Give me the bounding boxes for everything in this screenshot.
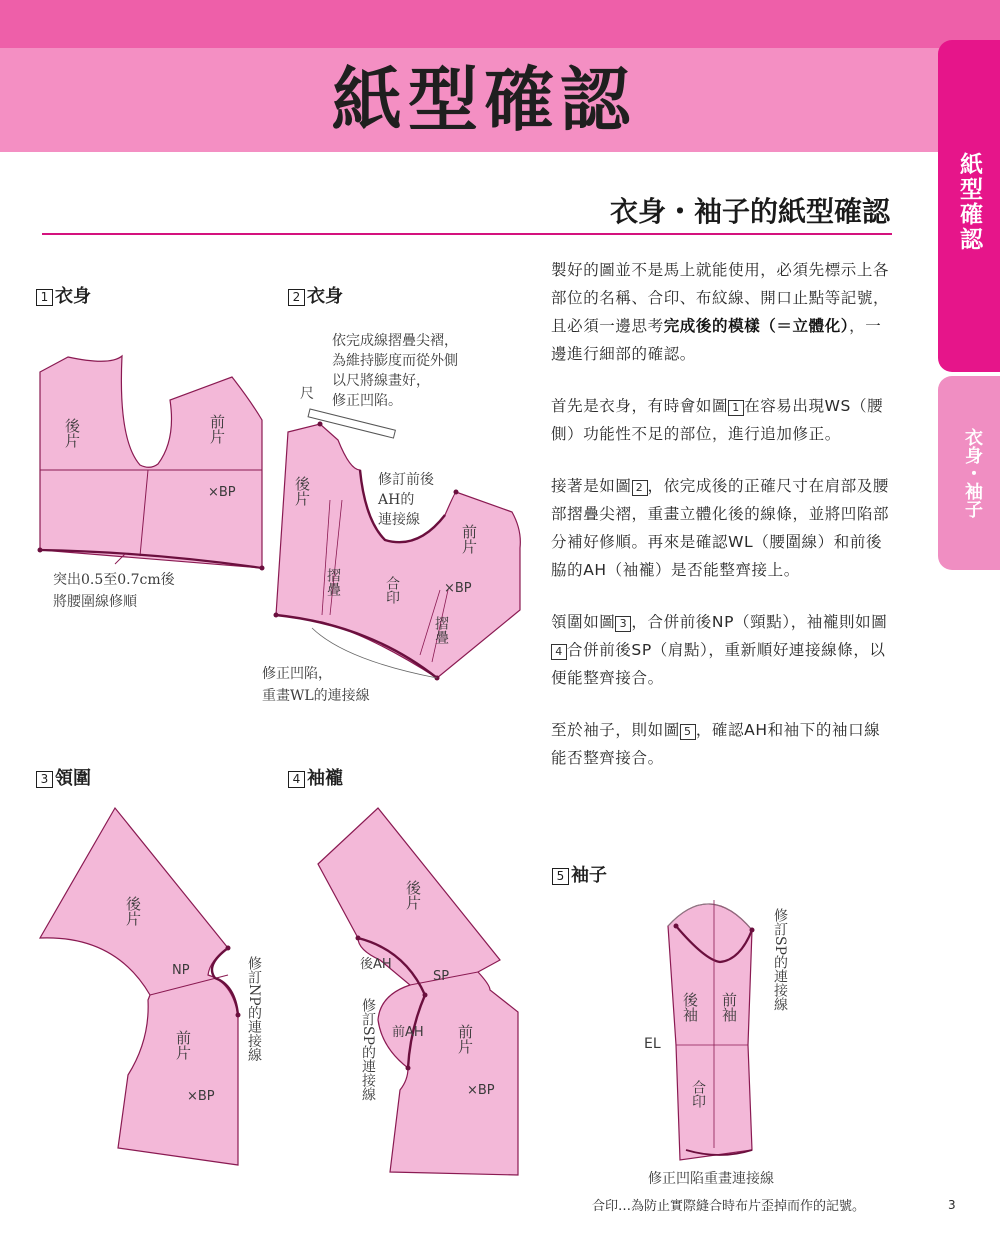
- fig2-callout-top-4: 修正凹陷。: [332, 393, 402, 409]
- fig1-callout-2: 將腰圍線修順: [53, 594, 137, 610]
- fig3-front-label: 前片: [174, 1030, 192, 1060]
- fig2-notch-label: 合印: [384, 576, 400, 604]
- figure-4-armhole: [318, 808, 518, 1175]
- fig3-np-label: NP: [172, 963, 190, 978]
- fig2-callout-mid-2: AH的: [378, 492, 415, 508]
- fig4-back-label: 後片: [404, 880, 422, 910]
- paragraph-intro: 製好的圖並不是馬上就能使用，必須先標示上各部位的名稱、合印、布紋線、開口止點等記號，且必須一邊思考完成後的模樣（＝立體化），一邊進行細部的確認。: [551, 261, 890, 363]
- fig4-callout: 修訂SP的連接線: [360, 998, 376, 1102]
- fig1-bp-label: ×BP: [208, 485, 236, 500]
- paragraph-fig1: 首先是衣身，有時會如圖 1 在容易出現WS（腰側）功能性不足的部位，進行追加修正。: [551, 397, 884, 443]
- figure-4-label: 4 袖襱: [288, 764, 343, 790]
- fig3-back-label: 後片: [124, 896, 142, 926]
- fig3-bp-label: ×BP: [187, 1089, 215, 1104]
- fig2-callout-mid-1: 修訂前後: [378, 472, 434, 488]
- footnote: 合印…為防止實際縫合時布片歪掉而作的記號。: [592, 1199, 866, 1214]
- figure-1-label: 1 衣身: [36, 282, 91, 308]
- fig2-bp-label: ×BP: [444, 581, 472, 596]
- figure-3-neckline: [40, 808, 262, 1165]
- paragraph-fig2: 接著是如圖 2 ，依完成後的正確尺寸在肩部及腰部摺疊尖褶，重畫立體化後的線條，並將凹陷部分補好修順。再來是確認WL（腰圍線）和前後脇的AH（袖襱）是否能整齊接上。: [551, 477, 890, 579]
- figure-5-label: 5 袖子: [552, 861, 607, 887]
- fig3-callout: 修訂NP的連接線: [246, 956, 262, 1062]
- fig5-callout-bottom: 修正凹陷重畫連接線: [648, 1171, 774, 1187]
- fig2-callout-bottom-2: 重畫WL的連接線: [262, 688, 370, 704]
- fig1-back-label: 後片: [63, 418, 81, 448]
- paragraph-fig5: 至於袖子，則如圖 5 ，確認AH和袖下的袖口線能否整齊接合。: [551, 721, 881, 767]
- fig2-front-label: 前片: [460, 524, 478, 554]
- fig4-back-ah-label: 後AH: [360, 957, 392, 972]
- fig2-callout-top-1: 依完成線摺疊尖褶，: [332, 333, 458, 349]
- fig2-dart-label-1: 摺疊: [325, 568, 341, 596]
- paragraph-fig3-4: 領圍如圖 3 ，合併前後NP（頸點），袖襱則如圖4 合併前後SP（肩點），重新順好連接線條，以便能整齊接合。: [551, 613, 888, 687]
- fig2-callout-mid-3: 連接線: [378, 512, 420, 528]
- fig5-callout-right: 修訂SP的連接線: [772, 908, 788, 1012]
- figure-2-bodice: [262, 332, 520, 704]
- fig2-callout-bottom-1: 修正凹陷，: [262, 666, 332, 682]
- fig4-sp-label: SP: [433, 969, 450, 984]
- fig5-front-sleeve-label: 前袖: [720, 992, 738, 1022]
- fig4-front-label: 前片: [456, 1024, 474, 1054]
- fig2-ruler-label: 尺: [300, 386, 314, 402]
- section-heading: 衣身・袖子的紙型確認: [609, 195, 890, 228]
- fig5-notch-label: 合印: [690, 1080, 706, 1108]
- fig5-el-label: EL: [644, 1036, 661, 1052]
- figure-3-label: 3 領圍: [36, 764, 91, 790]
- fig2-callout-top-3: 以尺將線畫好，: [332, 373, 430, 389]
- fig2-back-label: 後片: [293, 476, 311, 506]
- fig2-callout-top-2: 為維持膨度而從外側: [332, 353, 458, 369]
- fig5-back-sleeve-label: 後袖: [681, 992, 699, 1022]
- fig2-dart-label-2: 摺疊: [433, 616, 449, 644]
- figure-1-bodice: [38, 356, 265, 610]
- fig4-front-ah-label: 前AH: [392, 1025, 424, 1040]
- figure-5-sleeve: [644, 900, 788, 1187]
- page-number: 3: [948, 1198, 956, 1212]
- side-tab-main-label: 紙型確認: [956, 152, 982, 252]
- side-tab-sub-label: 衣身・袖子: [962, 428, 983, 518]
- fig1-callout-1: 突出0.5至0.7cm後: [53, 572, 175, 588]
- fig1-front-label: 前片: [208, 414, 226, 444]
- page-title: 紙型確認: [332, 58, 636, 141]
- fig4-bp-label: ×BP: [467, 1083, 495, 1098]
- figure-2-label: 2 衣身: [288, 282, 343, 308]
